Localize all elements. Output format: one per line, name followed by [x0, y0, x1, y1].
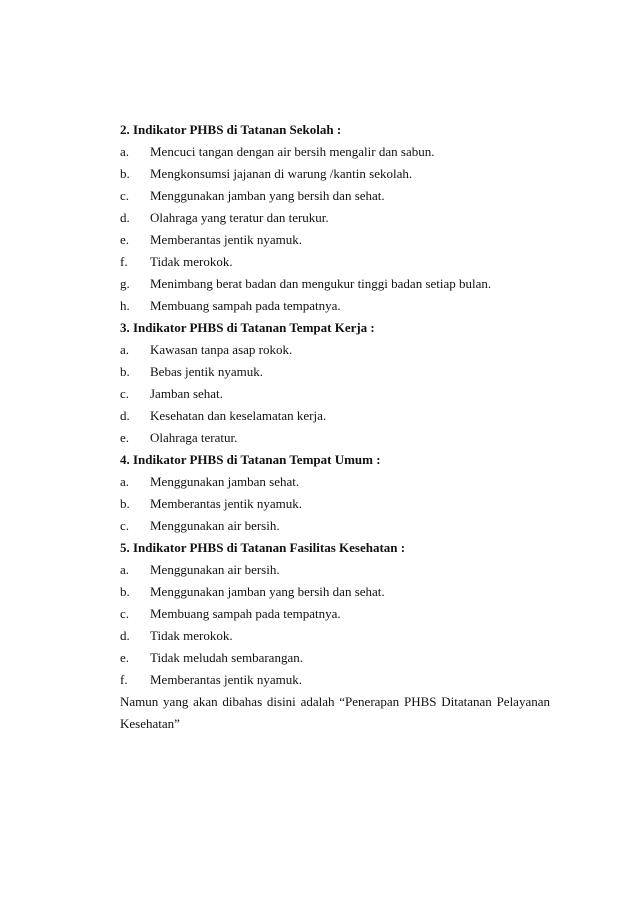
- list-text: Mengkonsumsi jajanan di warung /kantin sekolah.: [150, 166, 413, 181]
- list-marker: c.: [120, 386, 130, 401]
- list-marker: e.: [120, 430, 130, 445]
- list-marker: d.: [120, 628, 130, 643]
- list-item: [120, 562, 280, 578]
- list-text: Kawasan tanpa asap rokok.: [150, 342, 293, 357]
- closing-paragraph: Namun yang akan dibahas disini adalah “Penerapan PHBS Ditatanan Pelayanan Kesehatan”: [120, 694, 550, 731]
- list-text: Menimbang berat badan dan mengukur tinggi badan setiap bulan.: [150, 276, 492, 291]
- list-item: [120, 210, 329, 226]
- list-text: Olahraga teratur.: [150, 430, 238, 445]
- list-marker: a.: [120, 562, 130, 577]
- list-item: [120, 584, 385, 600]
- list-marker: h.: [120, 298, 130, 313]
- list-text: Bebas jentik nyamuk.: [150, 364, 264, 379]
- list-item: [120, 518, 280, 534]
- list-text: Menggunakan jamban sehat.: [150, 474, 300, 489]
- list-marker: a.: [120, 474, 130, 489]
- list-item: [120, 144, 434, 160]
- list-text: Membuang sampah pada tempatnya.: [150, 606, 341, 621]
- list-item: [120, 254, 233, 270]
- list-marker: d.: [120, 408, 130, 423]
- list-item: [120, 650, 303, 666]
- list-item: [120, 496, 302, 512]
- list-text: Mencuci tangan dengan air bersih mengalir dan sabun.: [150, 144, 435, 159]
- list-item: [120, 386, 223, 402]
- list-item: [120, 474, 299, 490]
- list-marker: a.: [120, 144, 130, 159]
- list-marker: e.: [120, 650, 130, 665]
- list-text: Tidak meludah sembarangan.: [150, 650, 303, 665]
- list-item: [120, 188, 385, 204]
- list-text: Membuang sampah pada tempatnya.: [150, 298, 341, 313]
- list-marker: b.: [120, 166, 130, 181]
- list-text: Tidak merokok.: [150, 254, 233, 269]
- list-item: [120, 430, 237, 446]
- list-text: Memberantas jentik nyamuk.: [150, 232, 302, 247]
- list-item: [120, 628, 233, 644]
- list-item: [120, 672, 302, 688]
- list-marker: c.: [120, 188, 130, 203]
- list-text: Menggunakan jamban yang bersih dan sehat.: [150, 584, 385, 599]
- list-item: [120, 606, 341, 622]
- list-text: Memberantas jentik nyamuk.: [150, 672, 302, 687]
- list-text: Olahraga yang teratur dan terukur.: [150, 210, 329, 225]
- list-marker: a.: [120, 342, 130, 357]
- list-text: Memberantas jentik nyamuk.: [150, 496, 302, 511]
- list-text: Jamban sehat.: [150, 386, 223, 401]
- list-item: [120, 276, 491, 292]
- list-marker: c.: [120, 518, 130, 533]
- list-text: Menggunakan air bersih.: [150, 518, 280, 533]
- list-text: Menggunakan air bersih.: [150, 562, 280, 577]
- list-marker: b.: [120, 584, 130, 599]
- section-heading: 2. Indikator PHBS di Tatanan Sekolah :: [120, 122, 342, 137]
- list-marker: g.: [120, 276, 130, 291]
- section-heading: 4. Indikator PHBS di Tatanan Tempat Umum :: [120, 452, 381, 467]
- section-heading: 5. Indikator PHBS di Tatanan Fasilitas Kesehatan :: [120, 540, 406, 555]
- list-text: Kesehatan dan keselamatan kerja.: [150, 408, 327, 423]
- list-item: [120, 408, 326, 424]
- list-marker: b.: [120, 496, 130, 511]
- list-marker: c.: [120, 606, 130, 621]
- list-marker: d.: [120, 210, 130, 225]
- list-item: [120, 298, 341, 314]
- list-text: Tidak merokok.: [150, 628, 233, 643]
- list-marker: f.: [120, 672, 128, 687]
- section-heading: 3. Indikator PHBS di Tatanan Tempat Kerja :: [120, 320, 375, 335]
- list-text: Menggunakan jamban yang bersih dan sehat.: [150, 188, 385, 203]
- list-item: [120, 166, 412, 182]
- list-item: [120, 232, 302, 248]
- list-item: [120, 342, 292, 358]
- list-marker: b.: [120, 364, 130, 379]
- list-marker: f.: [120, 254, 128, 269]
- list-item: [120, 364, 263, 380]
- list-marker: e.: [120, 232, 130, 247]
